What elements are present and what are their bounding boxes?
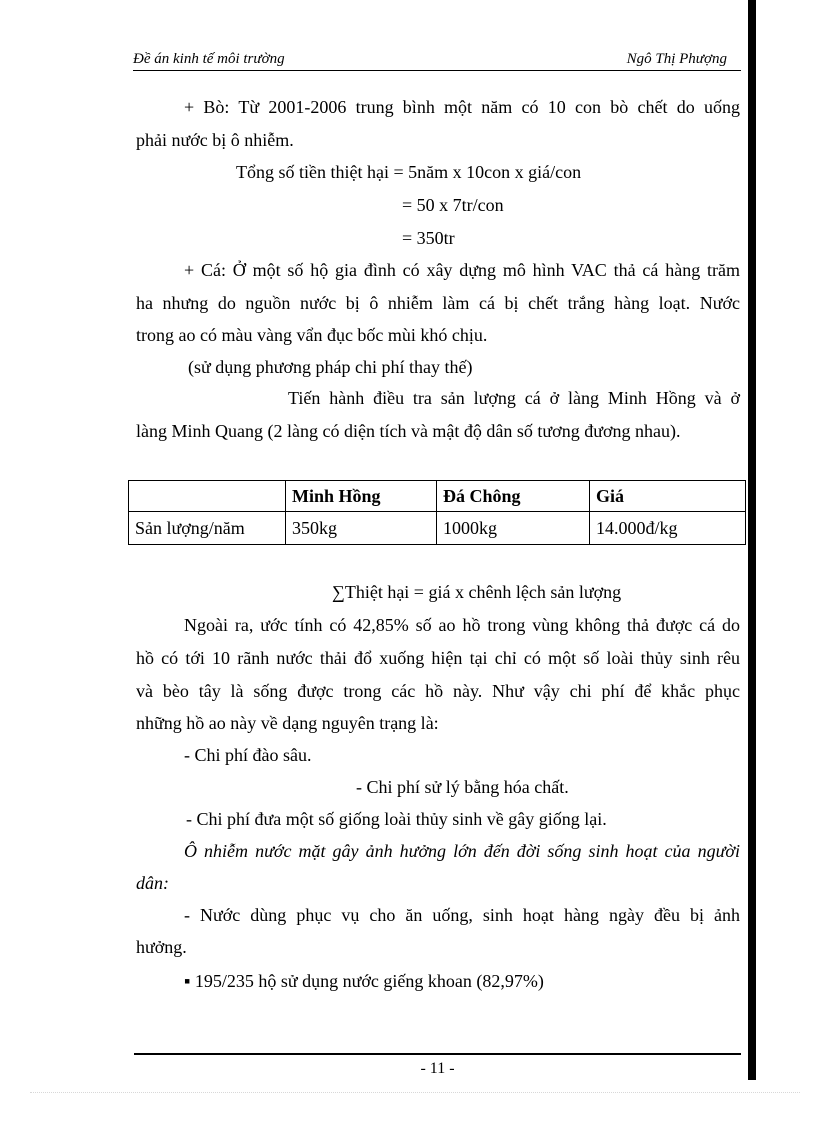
table-header-cell bbox=[129, 481, 286, 512]
italic-heading-line: dân: bbox=[136, 873, 169, 893]
table-header-cell: Đá Chông bbox=[437, 481, 590, 512]
paragraph-line: trong ao có màu vàng vẩn đục bốc mùi khó chịu. bbox=[136, 325, 488, 345]
cost-item: - Chi phí sử lý bằng hóa chất. bbox=[356, 777, 569, 797]
table-cell: 1000kg bbox=[437, 512, 590, 545]
italic-heading-line: Ô nhiễm nước mặt gây ảnh hưởng lớn đến đời sống sinh hoạt của người bbox=[184, 841, 740, 861]
page-shadow bbox=[748, 0, 756, 1080]
paragraph-line: ha nhưng do nguồn nước bị ô nhiễm làm cá bị chết trắng hàng loạt. Nước bbox=[136, 293, 740, 313]
paragraph-line: + Bò: Từ 2001-2006 trung bình một năm có 10 con bò chết do uống bbox=[184, 97, 740, 117]
table-header-row bbox=[129, 481, 746, 512]
paragraph-line: + Cá: Ở một số hộ gia đình có xây dựng mô hình VAC thả cá hàng trăm bbox=[184, 260, 740, 280]
production-table bbox=[128, 480, 746, 545]
paragraph-line: và bèo tây là sống được trong các hồ này. Như vậy chi phí để khắc phục bbox=[136, 681, 740, 701]
method-note: (sử dụng phương pháp chi phí thay thế) bbox=[188, 357, 473, 377]
paragraph-line: hồ có tới 10 rãnh nước thải đổ xuống hiện tại chỉ có một số loài thủy sinh rêu bbox=[136, 648, 740, 668]
table-header-cell: Giá bbox=[590, 481, 746, 512]
header-author: Ngô Thị Phượng bbox=[626, 51, 727, 67]
table-row bbox=[129, 512, 746, 545]
cost-item: - Chi phí đào sâu. bbox=[184, 745, 312, 765]
calc-line: = 350tr bbox=[402, 228, 455, 248]
page-edge-dots bbox=[30, 1092, 800, 1093]
paragraph-line: những hồ ao này về dạng nguyên trạng là: bbox=[136, 713, 439, 733]
table-header-cell: Minh Hồng bbox=[286, 481, 437, 512]
formula-line: ∑Thiệt hại = giá x chênh lệch sản lượng bbox=[332, 582, 622, 602]
paragraph-line: phải nước bị ô nhiễm. bbox=[136, 130, 294, 150]
header-title: Đề án kinh tế môi trường bbox=[133, 51, 285, 67]
bullet-item: ▪ 195/235 hộ sử dụng nước giếng khoan (82,97%) bbox=[184, 971, 544, 991]
paragraph-line: Tiến hành điều tra sản lượng cá ở làng Minh Hồng và ở bbox=[288, 388, 740, 408]
paragraph-line: Ngoài ra, ước tính có 42,85% số ao hồ trong vùng không thả được cá do bbox=[184, 615, 740, 635]
paragraph-line: làng Minh Quang (2 làng có diện tích và mật độ dân số tương đương nhau). bbox=[136, 421, 681, 441]
calc-line: Tổng số tiền thiệt hại = 5năm x 10con x giá/con bbox=[236, 162, 582, 182]
cost-item: - Chi phí đưa một số giống loài thủy sinh về gây giống lại. bbox=[186, 809, 607, 829]
table-cell: Sản lượng/năm bbox=[129, 512, 286, 545]
table-cell: 14.000đ/kg bbox=[590, 512, 746, 545]
table-cell: 350kg bbox=[286, 512, 437, 545]
paragraph-line: hưởng. bbox=[136, 937, 187, 957]
page-number: - 11 - bbox=[420, 1060, 455, 1077]
page-header bbox=[133, 50, 741, 71]
calc-line: = 50 x 7tr/con bbox=[402, 195, 504, 215]
paragraph-line: - Nước dùng phục vụ cho ăn uống, sinh hoạt hàng ngày đều bị ảnh bbox=[184, 905, 740, 925]
footer-rule bbox=[134, 1053, 741, 1055]
